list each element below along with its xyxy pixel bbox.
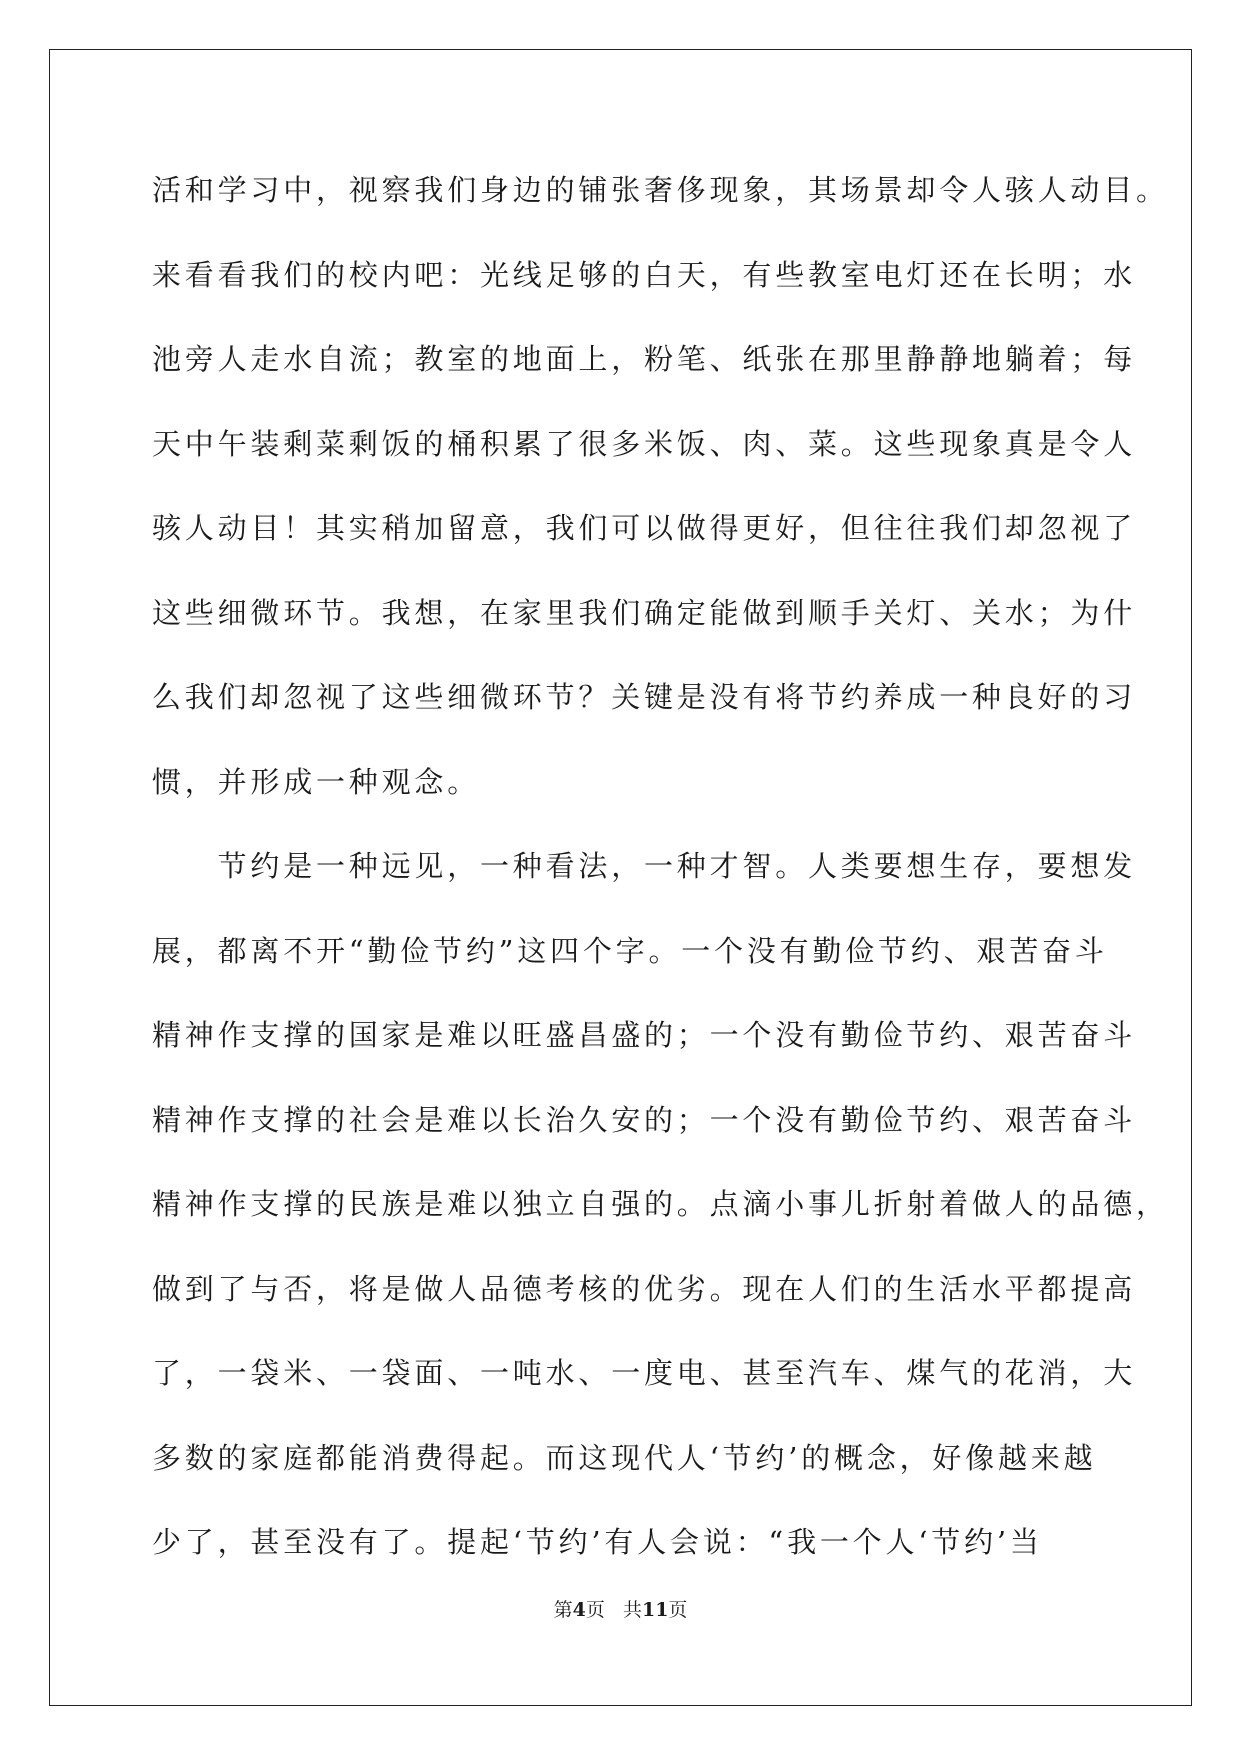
text-line: 节约是一种远见，一种看法，一种才智。人类要想生存，要想发 — [152, 849, 1137, 883]
text-line: 精神作支撑的国家是难以旺盛昌盛的；一个没有勤俭节约、艰苦奋斗 — [152, 1018, 1137, 1052]
text-line: 惯，并形成一种观念。 — [152, 765, 481, 799]
text-line: 来看看我们的校内吧：光线足够的白天，有些教室电灯还在长明；水 — [152, 258, 1137, 292]
footer-page-suffix: 页 — [585, 1599, 605, 1621]
text-line: 么我们却忽视了这些细微环节？关键是没有将节约养成一种良好的习 — [152, 680, 1137, 714]
text-line: 了，一袋米、一袋面、一吨水、一度电、甚至汽车、煤气的花消，大 — [152, 1356, 1137, 1390]
text-line: 天中午装剩菜剩饭的桶积累了很多米饭、肉、菜。这些现象真是令人 — [152, 427, 1137, 461]
current-page-number: 4 — [572, 1599, 586, 1621]
text-line: 这些细微环节。我想，在家里我们确定能做到顺手关灯、关水；为什 — [152, 596, 1137, 630]
text-line: 精神作支撑的民族是难以独立自强的。点滴小事儿折射着做人的品德， — [152, 1187, 1169, 1221]
text-line: 活和学习中，视察我们身边的铺张奢侈现象，其场景却令人骇人动目。 — [152, 173, 1169, 207]
text-line: 池旁人走水自流；教室的地面上，粉笔、纸张在那里静静地躺着；每 — [152, 342, 1137, 376]
text-line: 少了，甚至没有了。提起‘节约’有人会说：“我一个人‘节约’当 — [152, 1525, 1043, 1559]
text-line: 多数的家庭都能消费得起。而这现代人‘节约’的概念，好像越来越 — [152, 1441, 1097, 1475]
text-line: 做到了与否，将是做人品德考核的优劣。现在人们的生活水平都提高 — [152, 1272, 1137, 1306]
page-footer — [0, 1597, 1241, 1623]
footer-prefix: 第 — [553, 1599, 573, 1621]
text-line: 骇人动目！其实稍加留意，我们可以做得更好，但往往我们却忽视了 — [152, 511, 1137, 545]
total-pages-number: 11 — [641, 1599, 669, 1621]
footer-total-prefix: 共 — [622, 1599, 642, 1621]
footer-total-suffix: 页 — [668, 1599, 688, 1621]
text-line: 展，都离不开“勤俭节约”这四个字。一个没有勤俭节约、艰苦奋斗 — [152, 934, 1108, 968]
text-line: 精神作支撑的社会是难以长治久安的；一个没有勤俭节约、艰苦奋斗 — [152, 1103, 1137, 1137]
